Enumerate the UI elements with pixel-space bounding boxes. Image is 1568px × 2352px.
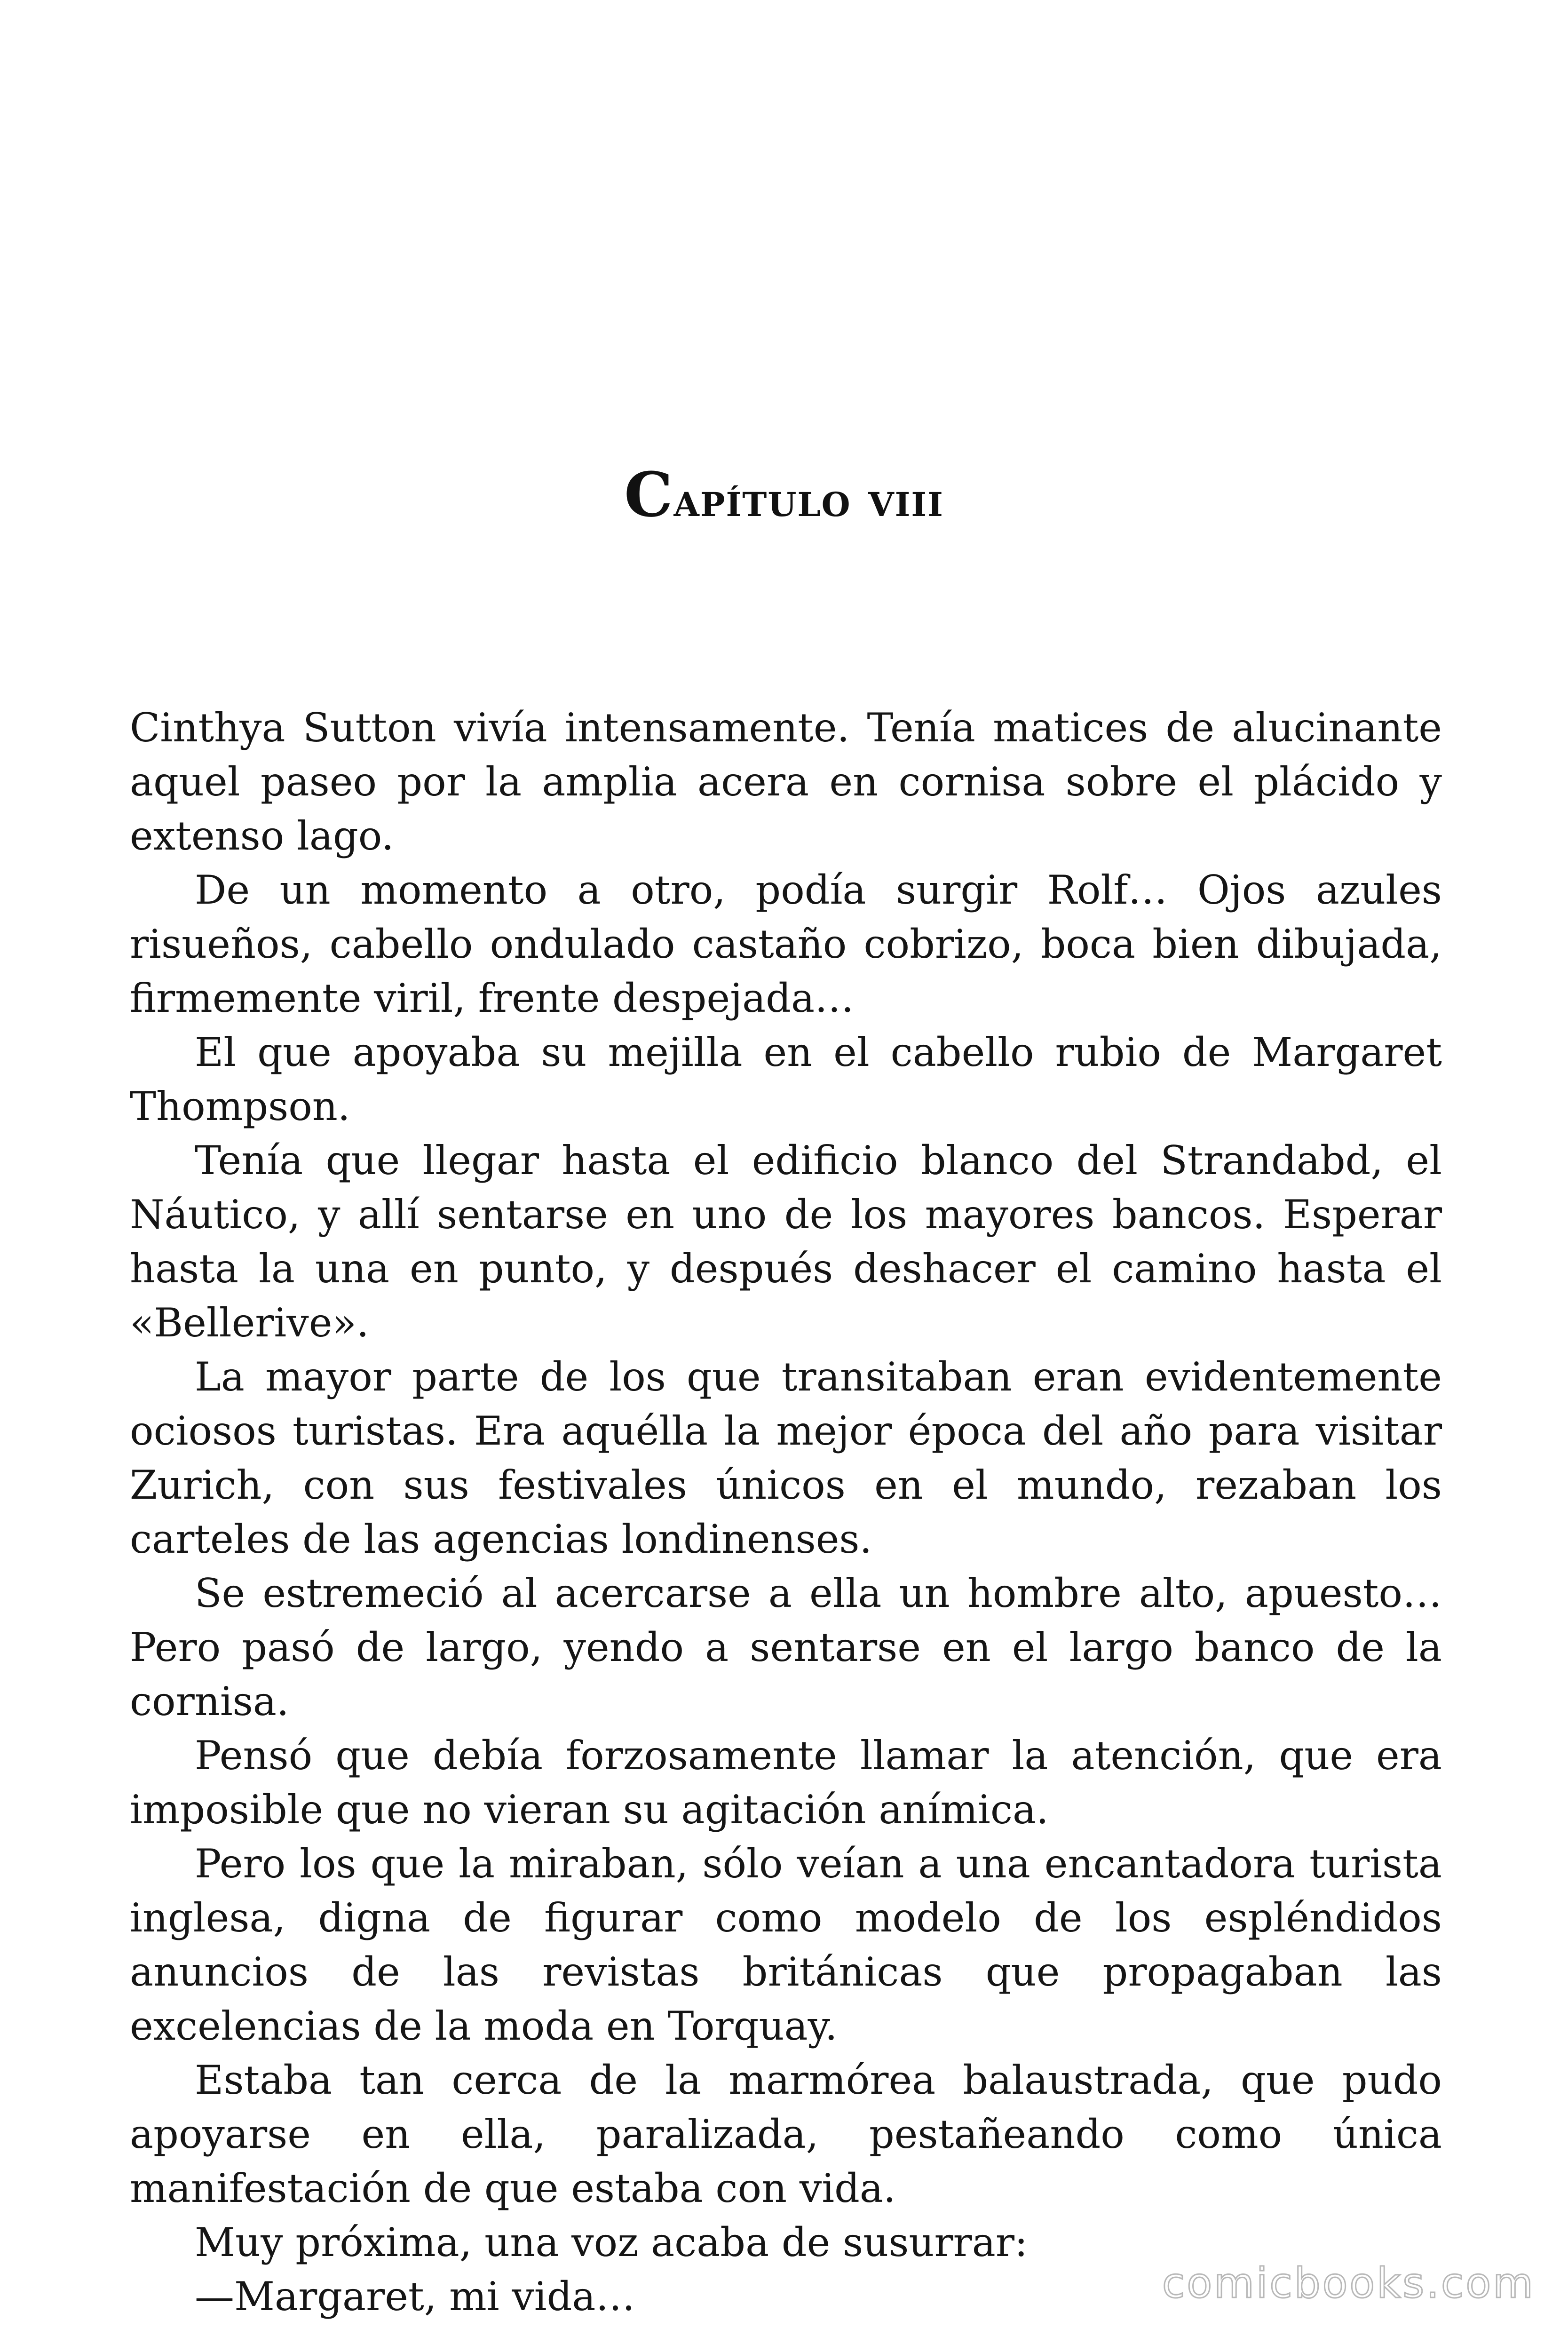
paragraph: El que apoyaba su mejilla en el cabello rubio de Margaret Thompson.: [130, 1029, 1442, 1129]
chapter-title-initial: C: [624, 459, 674, 531]
paragraph: Pensó que debía forzosamente llamar la atención, que era imposible que no vieran su agitación anímica.: [130, 1732, 1442, 1833]
chapter-title-rest: apítulo viii: [673, 472, 944, 527]
watermark: comicbooks.com: [1162, 2259, 1535, 2307]
paragraph: La mayor parte de los que transitaban eran evidentemente ociosos turistas. Era aquélla la mejor época del año para visitar Zurich, con sus festivales únicos en el mundo, rezaban los carteles de las agencias londinenses.: [130, 1354, 1442, 1562]
paragraph: Muy próxima, una voz acaba de susurrar:: [195, 2219, 1028, 2265]
paragraph: Estaba tan cerca de la marmórea balaustrada, que pudo apoyarse en ella, paralizada, pestañeando como única manifestación de que estaba con vida.: [130, 2057, 1442, 2211]
paragraph: Cinthya Sutton vivía intensamente. Tenía matices de alucinante aquel paseo por la amplia acera en cornisa sobre el plácido y extenso lago.: [130, 705, 1442, 859]
paragraph: Tenía que llegar hasta el edificio blanco del Strandabd, el Náutico, y allí sentarse en uno de los mayores bancos. Esperar hasta la una en punto, y después deshacer el camino hasta el «Bellerive».: [130, 1137, 1442, 1346]
chapter-body: [130, 701, 1442, 2324]
chapter-title: [0, 459, 1568, 531]
paragraph: —Margaret, mi vida…: [195, 2273, 635, 2320]
paragraph: De un momento a otro, podía surgir Rolf… Ojos azules risueños, cabello ondulado castaño cobrizo, boca bien dibujada, firmemente viril, frente despejada…: [130, 867, 1442, 1021]
paragraph: Se estremeció al acercarse a ella un hombre alto, apuesto… Pero pasó de largo, yendo a sentarse en el largo banco de la cornisa.: [130, 1570, 1442, 1724]
paragraph: Pero los que la miraban, sólo veían a una encantadora turista inglesa, digna de figurar como modelo de los espléndidos anuncios de las revistas británicas que propagaban las excelencias de la moda en Torquay.: [130, 1841, 1442, 2049]
